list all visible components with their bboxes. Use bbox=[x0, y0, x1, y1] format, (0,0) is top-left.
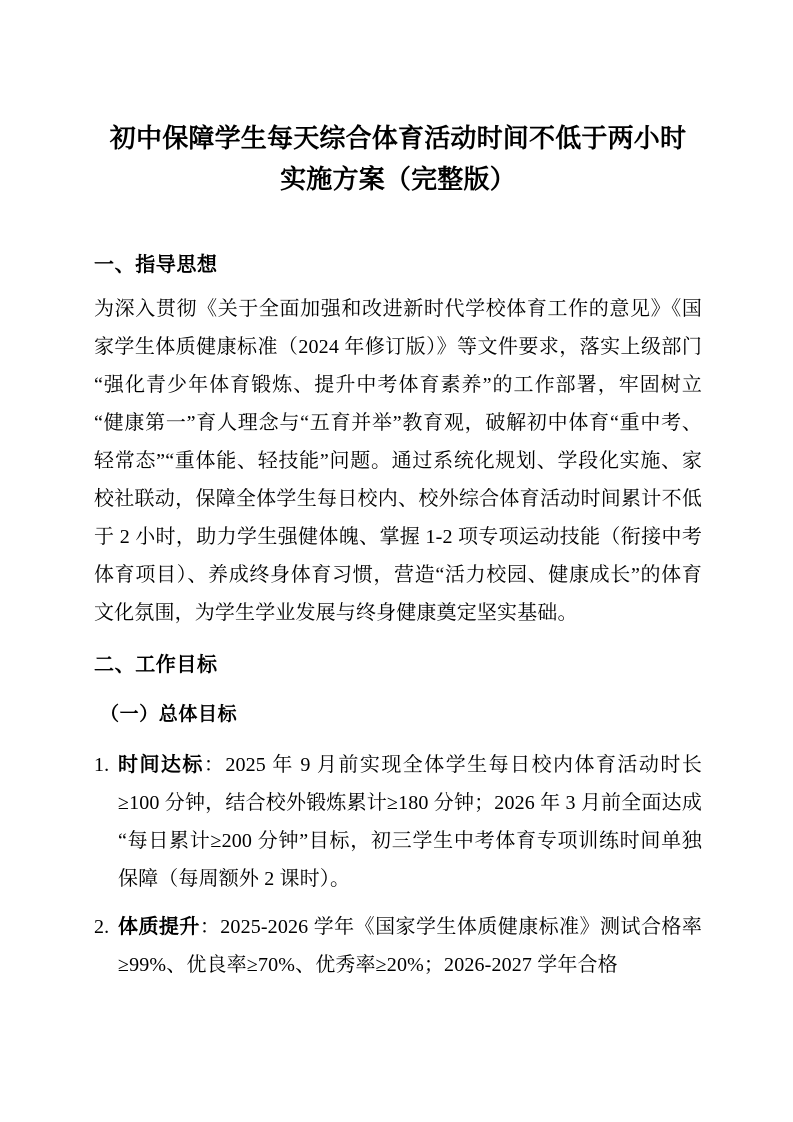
spacer bbox=[94, 898, 702, 908]
list-item-separator: ： bbox=[199, 916, 221, 938]
document-title bbox=[94, 0, 702, 200]
list-item-label: 体质提升 bbox=[118, 916, 200, 938]
spacer bbox=[94, 632, 702, 646]
list-item-separator: ： bbox=[203, 754, 226, 776]
document-content bbox=[94, 0, 702, 984]
list-item-marker: 2. bbox=[94, 916, 110, 938]
spacer bbox=[94, 734, 702, 746]
section-heading-guiding-ideology: 一、指导思想 bbox=[94, 254, 218, 276]
spacer bbox=[94, 684, 702, 696]
list-item-marker: 1. bbox=[94, 754, 110, 776]
section-heading-work-objectives: 二、工作目标 bbox=[94, 654, 218, 676]
spacer bbox=[94, 200, 702, 246]
list-item bbox=[94, 746, 702, 898]
section-paragraph-guiding-ideology: 为深入贯彻《关于全面加强和改进新时代学校体育工作的意见》《国家学生体质健康标准（2024 年修订版）》等文件要求，落实上级部门“强化青少年体育锻炼、提升中考体育素养”的工作部署，牢固树立“健康第一”育人理念与“五育并举”教育观，破解初中体育“重中考、轻常态”“重体能、轻技能”问题。通过系统化规划、学段化实施、家校社联动，保障全体学生每日校内、校外综合体育活动时间累计不低于 2 小时，助力学生强健体魄、掌握 1-2 项专项运动技能（衔接中考体育项目）、养成终身体育习惯，营造“活力校园、健康成长”的体育文化氛围，为学生学业发展与终身健康奠定坚实基础。 bbox=[94, 298, 702, 624]
list-item-text: 2025 年 9 月前实现全体学生每日校内体育活动时长≥100 分钟，结合校外锻炼累计≥180 分钟；2026 年 3 月前全面达成“每日累计≥200 分钟”目标，初三学生中考体育专项训练时间单独保障（每周额外 2 课时）。 bbox=[118, 754, 702, 890]
document-title-line-2: 实施方案（完整版） bbox=[280, 165, 516, 194]
document-title-line-1: 初中保障学生每天综合体育活动时间不低于两小时 bbox=[109, 124, 687, 153]
list-item-text: 2025-2026 学年《国家学生体质健康标准》测试合格率≥99%、优良率≥70%、优秀率≥20%；2026-2027 学年合格 bbox=[118, 916, 702, 976]
subsection-heading-overall-objectives: （一）总体目标 bbox=[100, 704, 238, 725]
list-item-label: 时间达标 bbox=[118, 754, 204, 776]
list-item bbox=[94, 908, 702, 984]
objectives-list bbox=[94, 746, 702, 984]
